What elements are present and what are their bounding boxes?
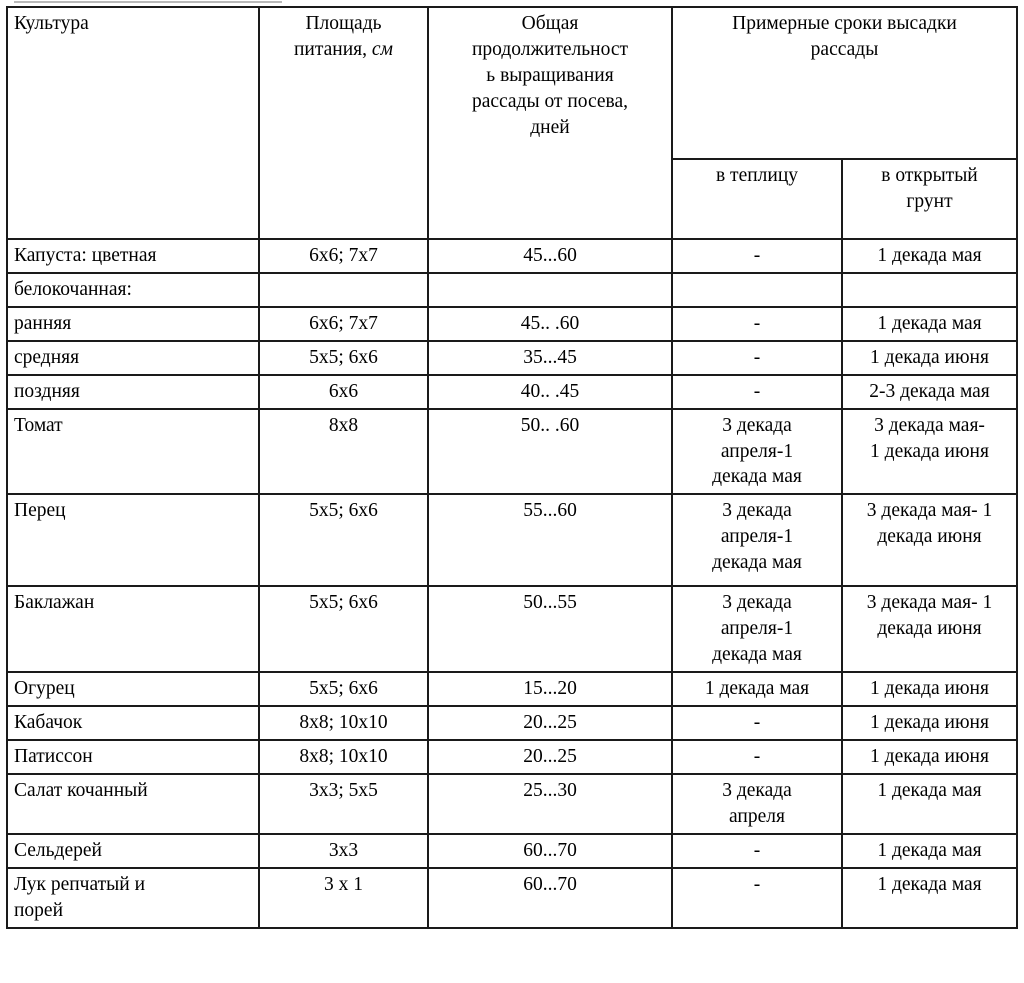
cell-culture: поздняя [7,375,259,409]
cell-culture: Капуста: цветная [7,239,259,273]
cell-culture [7,868,259,928]
cell-greenhouse: - [672,375,842,409]
header-duration-line5: дней [530,116,570,138]
header-feeding-area-line1: Площадь [305,13,382,34]
table-row [7,409,1017,495]
cell-greenhouse: - [672,239,842,273]
table-row [7,273,1017,307]
cell-duration: 15...20 [428,672,672,706]
header-duration-line4: рассады от посева, [471,90,629,112]
cell-open-ground: 1 декада мая [842,834,1017,868]
cell-duration: 25...30 [428,774,672,834]
cell-duration: 20...25 [428,706,672,740]
header-feeding-area-line2-text: питания, [294,38,368,60]
cell-greenhouse [672,409,842,495]
table-row [7,375,1017,409]
cell-greenhouse: - [672,307,842,341]
cell-culture: ранняя [7,307,259,341]
header-sub-open-line1: в открытый [881,165,978,186]
cell-open-ground-line2: декада июня [877,526,982,548]
header-duration-line2: продолжительност [471,38,629,60]
cell-duration: 50.. .60 [428,409,672,495]
table-row [7,774,1017,834]
cell-duration [428,273,672,307]
header-sub-open-line2: грунт [906,190,953,212]
cell-open-ground: 1 декада мая [842,868,1017,928]
cell-culture: Кабачок [7,706,259,740]
cell-greenhouse [672,273,842,307]
scan-artifact-line [14,1,282,3]
cell-duration: 40.. .45 [428,375,672,409]
table-header-row-main [7,7,1017,159]
table-row [7,307,1017,341]
cell-greenhouse: - [672,740,842,774]
cell-open-ground: 2-3 декада мая [842,375,1017,409]
cell-greenhouse [672,774,842,834]
cell-open-ground: 1 декада июня [842,706,1017,740]
table-container [6,6,1016,929]
table-row [7,494,1017,586]
header-culture-label: Культура [14,13,89,34]
table-row [7,868,1017,928]
cell-culture-line1: Лук репчатый и [14,873,146,895]
cell-open-ground-line1: 3 декада мая- 1 [866,500,993,522]
cell-area: 6x6; 7x7 [259,307,428,341]
cell-greenhouse-line1: 3 декада [722,414,792,436]
cell-area: 6x6 [259,375,428,409]
cell-duration: 20...25 [428,740,672,774]
cell-duration: 50...55 [428,586,672,672]
cell-culture: Огурец [7,672,259,706]
header-culture [7,7,259,239]
cell-culture: Томат [7,409,259,495]
cell-duration: 35...45 [428,341,672,375]
cell-open-ground [842,273,1017,307]
cell-open-ground: 1 декада июня [842,740,1017,774]
cell-greenhouse-line1: 3 декада [722,779,792,801]
cell-open-ground: 1 декада июня [842,672,1017,706]
cell-greenhouse [672,494,842,586]
table-row [7,341,1017,375]
cell-open-ground [842,494,1017,586]
cell-greenhouse-line2: апреля-1 [720,618,794,640]
cell-greenhouse-line3: декада мая [712,644,802,666]
table-row [7,740,1017,774]
header-duration-line3: ь выращивания [486,64,614,86]
cell-greenhouse-line1: 3 декада [722,592,792,614]
cell-greenhouse-line3: декада мая [712,552,802,574]
cell-greenhouse-line2: апреля-1 [720,440,794,462]
cell-greenhouse-line2: апреля-1 [720,526,794,548]
table-row [7,834,1017,868]
cell-area: 3 x 1 [259,868,428,928]
header-planting-line1: Примерные сроки высадки [732,13,957,34]
table-row [7,239,1017,273]
cell-greenhouse [672,586,842,672]
cell-culture: Баклажан [7,586,259,672]
cell-culture: белокочанная: [7,273,259,307]
cell-open-ground-line2: 1 декада июня [870,440,989,462]
cell-culture-line2: порей [14,899,64,921]
header-planting-dates [672,7,1017,159]
cell-open-ground: 1 декада мая [842,774,1017,834]
cell-area: 3x3; 5x5 [259,774,428,834]
cell-duration: 60...70 [428,834,672,868]
header-sub-open-ground [842,159,1017,239]
cell-area: 5x5; 6x6 [259,341,428,375]
cell-duration: 45.. .60 [428,307,672,341]
table-row [7,706,1017,740]
cell-area: 8x8 [259,409,428,495]
cell-open-ground: 1 декада мая [842,307,1017,341]
cell-area: 5x5; 6x6 [259,672,428,706]
header-duration [428,7,672,239]
cell-area: 6x6; 7x7 [259,239,428,273]
seedling-schedule-table [6,6,1018,929]
cell-culture: средняя [7,341,259,375]
header-feeding-area-line2 [266,37,421,63]
cell-greenhouse: - [672,341,842,375]
cell-greenhouse: 1 декада мая [672,672,842,706]
cell-open-ground-line1: 3 декада мая- [874,414,985,436]
cell-greenhouse: - [672,834,842,868]
cell-duration: 45...60 [428,239,672,273]
cell-open-ground [842,409,1017,495]
cell-greenhouse-line2: апреля [729,805,785,827]
cell-area: 5x5; 6x6 [259,494,428,586]
cell-greenhouse-line3: декада мая [712,466,802,488]
cell-area: 8x8; 10x10 [259,740,428,774]
table-row [7,586,1017,672]
cell-area [259,273,428,307]
header-sub-greenhouse [672,159,842,239]
cell-duration: 60...70 [428,868,672,928]
cell-duration: 55...60 [428,494,672,586]
cell-culture: Перец [7,494,259,586]
cell-area: 5x5; 6x6 [259,586,428,672]
cell-culture: Салат кочанный [7,774,259,834]
cell-culture: Сельдерей [7,834,259,868]
header-planting-line2: рассады [810,38,879,60]
cell-greenhouse: - [672,706,842,740]
cell-open-ground [842,586,1017,672]
table-row [7,672,1017,706]
cell-culture: Патиссон [7,740,259,774]
cell-area: 8x8; 10x10 [259,706,428,740]
cell-open-ground: 1 декада мая [842,239,1017,273]
cell-greenhouse: - [672,868,842,928]
cell-greenhouse-line1: 3 декада [722,500,792,522]
header-feeding-area-unit: см [371,38,393,60]
cell-open-ground: 1 декада июня [842,341,1017,375]
cell-open-ground-line2: декада июня [877,618,982,640]
header-feeding-area [259,7,428,239]
header-duration-line1: Общая [521,13,579,34]
cell-open-ground-line1: 3 декада мая- 1 [866,592,993,614]
cell-area: 3x3 [259,834,428,868]
header-sub-greenhouse-label: в теплицу [715,165,799,186]
